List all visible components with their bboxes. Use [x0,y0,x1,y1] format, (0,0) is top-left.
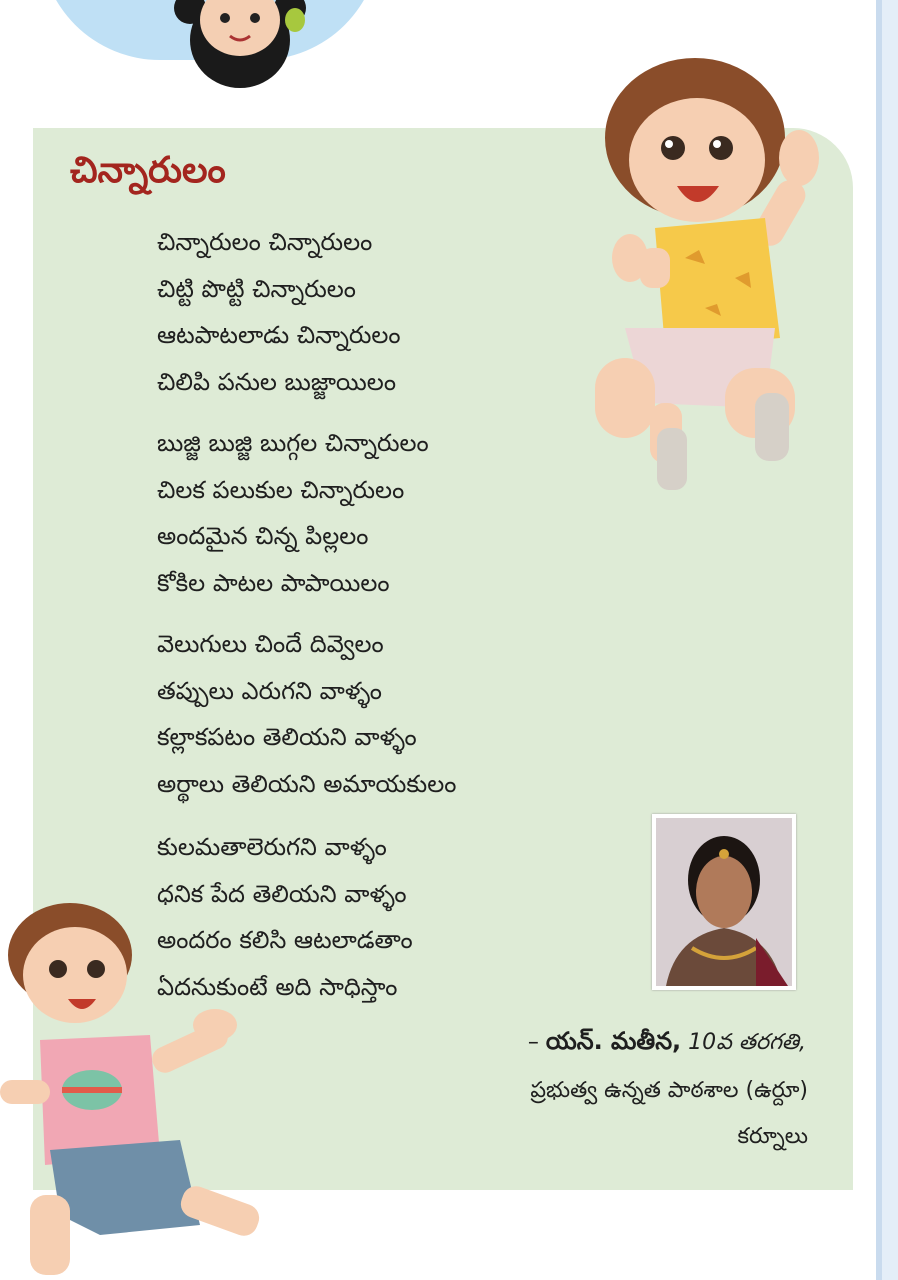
poem-line: చిలక పలుకుల చిన్నారులం [157,475,405,504]
poem-line: వెలుగులు చిందే దివ్వెలం [157,630,384,658]
stanza-1 [157,219,401,405]
girl-face-illustration [170,0,310,92]
page-edge-strip [876,0,898,1280]
poem-line: అందరం కలిసి ఆటలాడతాం [157,926,413,954]
stanza-3 [157,621,456,807]
credit-dash: – [527,1030,539,1055]
poem-line: కోకిల పాటల పాపాయిలం [157,568,390,597]
poem-line: కులమతాలెరుగని వాళ్ళం [157,833,387,861]
author-name: యన్. మతీన, [545,1027,682,1055]
poem-line: బుజ్జి బుజ్జి బుగ్గల చిన్నారులం [157,429,429,457]
jumping-boy-illustration [585,28,855,498]
poem-line: ఆటపాటలాడు చిన్నారులం [157,321,401,349]
poem-line: ఏదనుకుంటే అది సాధిస్తాం [157,972,398,1001]
author-school: ప్రభుత్వ ఉన్నత పాఠశాల (ఉర్దూ) [530,1078,808,1103]
poem-line: ధనిక పేద తెలియని వాళ్ళం [157,879,407,908]
poem-line: అర్థాలు తెలియని అమాయకులం [157,769,457,798]
poem-line: చిన్నారులం చిన్నారులం [157,228,373,256]
poem-line: అందమైన చిన్న పిల్లలం [157,522,369,550]
author-line [528,1027,806,1061]
poem-line: తప్పులు ఎరుగని వాళ్ళం [157,676,382,705]
poem-line: చిలిపి పనుల బుజ్జాయిలం [157,367,396,396]
poem-title: చిన్నారులం [70,150,226,191]
author-photo [652,814,796,990]
stanza-2 [157,420,429,606]
author-town: కర్నూలు [737,1124,808,1149]
author-grade: 10వ తరగతి, [688,1030,806,1055]
running-boy-illustration [0,895,290,1280]
poem-line: కల్లాకపటం తెలియని వాళ్ళం [157,723,417,751]
poem-line: చిట్టి పొట్టి చిన్నారులం [157,274,356,303]
